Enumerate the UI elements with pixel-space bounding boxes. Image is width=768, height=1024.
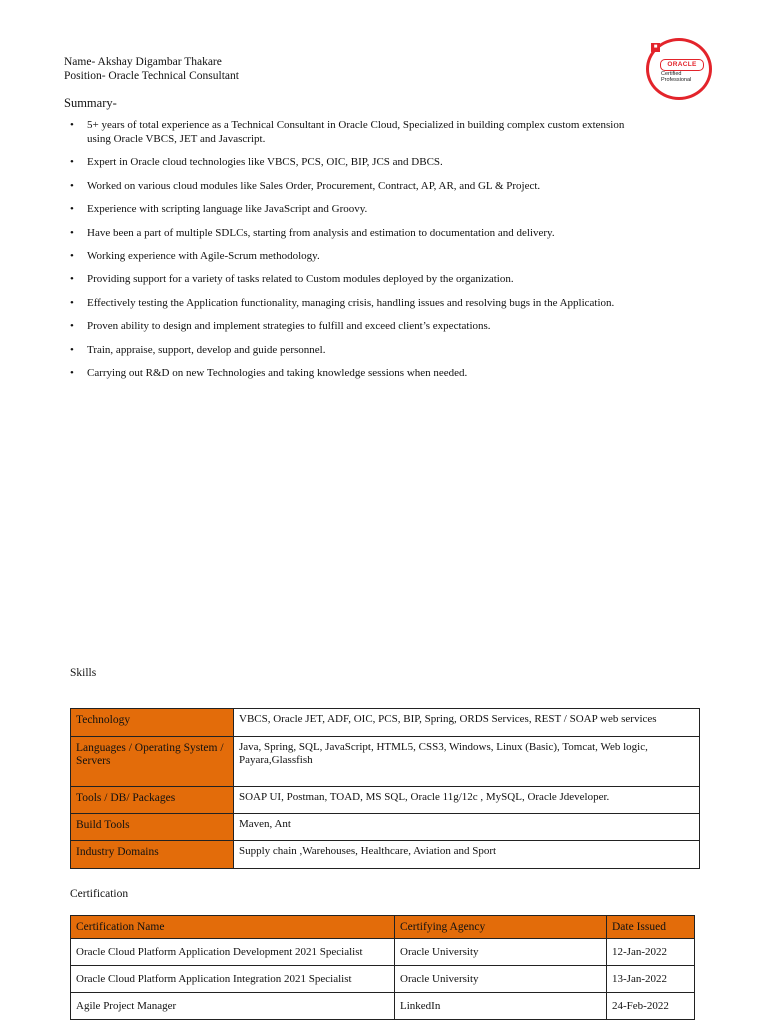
table-row [71, 993, 695, 1020]
skill-key: Technology [71, 709, 234, 737]
summary-item: • Providing support for a variety of tasks related to Custom modules deployed by the organization. [70, 272, 630, 286]
cert-date: 13-Jan-2022 [607, 966, 695, 993]
table-row [71, 787, 700, 814]
cert-date: 12-Jan-2022 [607, 939, 695, 966]
summary-list [70, 118, 630, 389]
summary-item: • Expert in Oracle cloud technologies like VBCS, PCS, OIC, BIP, JCS and DBCS. [70, 155, 630, 169]
skill-value: Java, Spring, SQL, JavaScript, HTML5, CSS3, Windows, Linux (Basic), Tomcat, Web logic, Payara,Glassfish [234, 737, 700, 787]
cert-agency: LinkedIn [395, 993, 607, 1020]
table-row [71, 709, 700, 737]
cert-name: Oracle Cloud Platform Application Integration 2021 Specialist [71, 966, 395, 993]
summary-item: • Have been a part of multiple SDLCs, starting from analysis and estimation to documentation and delivery. [70, 226, 630, 240]
skill-value: Supply chain ,Warehouses, Healthcare, Aviation and Sport [234, 841, 700, 869]
table-row [71, 939, 695, 966]
cert-agency: Oracle University [395, 939, 607, 966]
certification-title: Certification [70, 888, 129, 900]
summary-item: • Worked on various cloud modules like Sales Order, Procurement, Contract, AP, AR, and GL & Project. [70, 179, 630, 193]
skills-table [70, 708, 700, 869]
skill-value: Maven, Ant [234, 814, 700, 841]
table-row [71, 966, 695, 993]
cert-name: Agile Project Manager [71, 993, 395, 1020]
candidate-name: Name- Akshay Digambar Thakare [64, 56, 222, 68]
summary-item: • 5+ years of total experience as a Technical Consultant in Oracle Cloud, Specialized in building complex custom extension using Oracle VBCS, JET and Javascript. [70, 118, 630, 146]
table-row [71, 841, 700, 869]
summary-item: • Carrying out R&D on new Technologies and taking knowledge sessions when needed. [70, 366, 630, 380]
skill-value: VBCS, Oracle JET, ADF, OIC, PCS, BIP, Spring, ORDS Services, REST / SOAP web services [234, 709, 700, 737]
skills-title: Skills [70, 667, 97, 679]
skill-key: Industry Domains [71, 841, 234, 869]
summary-item: • Effectively testing the Application functionality, managing crisis, handling issues and resolving bugs in the Application. [70, 296, 630, 310]
cert-name: Oracle Cloud Platform Application Development 2021 Specialist [71, 939, 395, 966]
candidate-position: Position- Oracle Technical Consultant [64, 70, 239, 82]
table-row [71, 814, 700, 841]
badge-line-1: Certified [661, 71, 682, 77]
badge-corner-icon: ■ [651, 43, 660, 52]
column-header: Date Issued [607, 916, 695, 939]
oracle-certified-badge-icon [646, 38, 712, 100]
summary-title: Summary- [64, 96, 117, 110]
table-row [71, 737, 700, 787]
skill-key: Tools / DB/ Packages [71, 787, 234, 814]
summary-item: • Experience with scripting language like JavaScript and Groovy. [70, 202, 630, 216]
summary-item: • Train, appraise, support, develop and guide personnel. [70, 343, 630, 357]
summary-item: • Proven ability to design and implement strategies to fulfill and exceed client’s expectations. [70, 319, 630, 333]
badge-line-2: Professional [661, 77, 692, 83]
summary-item: • Working experience with Agile-Scrum methodology. [70, 249, 630, 263]
cert-agency: Oracle University [395, 966, 607, 993]
skill-value: SOAP UI, Postman, TOAD, MS SQL, Oracle 11g/12c , MySQL, Oracle Jdeveloper. [234, 787, 700, 814]
header [64, 55, 239, 83]
skill-key: Build Tools [71, 814, 234, 841]
cert-date: 24-Feb-2022 [607, 993, 695, 1020]
badge-brand: ORACLE [660, 59, 704, 71]
column-header: Certification Name [71, 916, 395, 939]
skill-key: Languages / Operating System / Servers [71, 737, 234, 787]
table-header-row [71, 916, 695, 939]
column-header: Certifying Agency [395, 916, 607, 939]
certification-table [70, 915, 695, 1020]
